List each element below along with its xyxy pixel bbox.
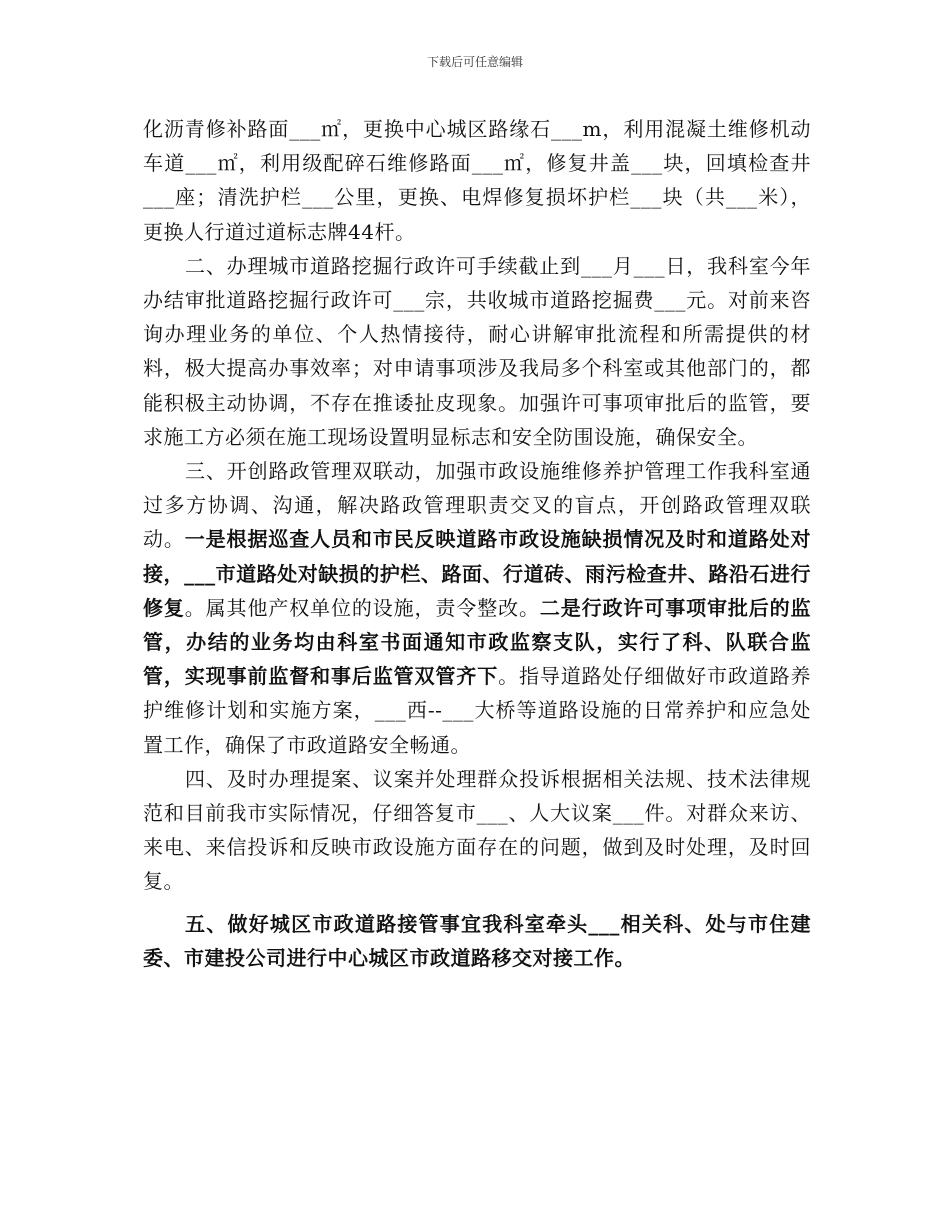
paragraph-3-run-1: 三、开创路政管理双联动，加强市政设施维修养护管理工作我科室通过多方协调、沟通，解决路政管理职责交叉的盲点，开创路政管理双联动。 (143, 459, 811, 552)
paragraph-3-run-4: 二是行政许可事项审批后的监管，办结的业务均由科室书面通知市政监察支队，实行了科、队联合监管，实现事前监督和事后监管双管齐下 (143, 595, 812, 689)
paragraph-3-run-5: 。指导道路处仔细做好市政道路养护维修计划和实施方案，___西--___大桥等道路设施的日常养护和应急处置工作，确保了市政道路安全畅通。 (143, 664, 812, 757)
document-body (143, 112, 811, 975)
page-header: 下载后可任意编辑 (426, 55, 523, 69)
paragraph-5 (143, 907, 811, 975)
paragraph-5-run-1: 五、做好城区市政道路接管事宜我科室牵头___相关科、处与市住建委、市建投公司进行中心城区市政道路移交对接工作。 (143, 911, 811, 970)
paragraph-4-run-1: 四、及时办理提案、议案并处理群众投诉根据相关法规、技术法律规范和目前我市实际情况，仔细答复市___、人大议案___件。对群众来访、来电、来信投诉和反映市政设施方面存在的问题，做到及时处理，及时回复。 (143, 766, 811, 894)
paragraph-1 (143, 112, 811, 249)
paragraph-4 (143, 762, 811, 899)
paragraph-3 (143, 454, 811, 762)
paragraph-3-run-2: 一是根据巡查人员和市民反映道路市政设施缺损情况及时和道路处对接，___市道路处对缺损的护栏、路面、行道砖、雨污检查井、路沿石进行修复 (143, 527, 812, 620)
paragraph-2-run-1: 二、办理城市道路挖掘行政许可手续截止到___月___日，我科室今年办结审批道路挖掘行政许可___宗，共收城市道路挖掘费___元。对前来咨询办理业务的单位、个人热情接待，耐心讲解审批流程和所需提供的材料，极大提高办事效率；对申请事项涉及我局多个科室或其他部门的，都能积极主动协调，不存在推诿扯皮现象。加强许可事项审批后的监管，要求施工方必须在施工现场设置明显标志和安全防围设施，确保安全。 (143, 253, 811, 449)
paragraph-1-run-1: 化沥青修补路面___㎡，更换中心城区路缘石___m，利用混凝土维修机动车道___㎡，利用级配碎石维修路面___㎡，修复井盖___块，回填检查井___座；清洗护栏___公里，更换、电焊修复损坏护栏___块（共___米），更换人行道过道标志牌44杆。 (143, 117, 811, 244)
paragraph-2 (143, 249, 811, 454)
paragraph-3-run-3: 。属其他产权单位的设施，责令整改。 (184, 595, 540, 620)
